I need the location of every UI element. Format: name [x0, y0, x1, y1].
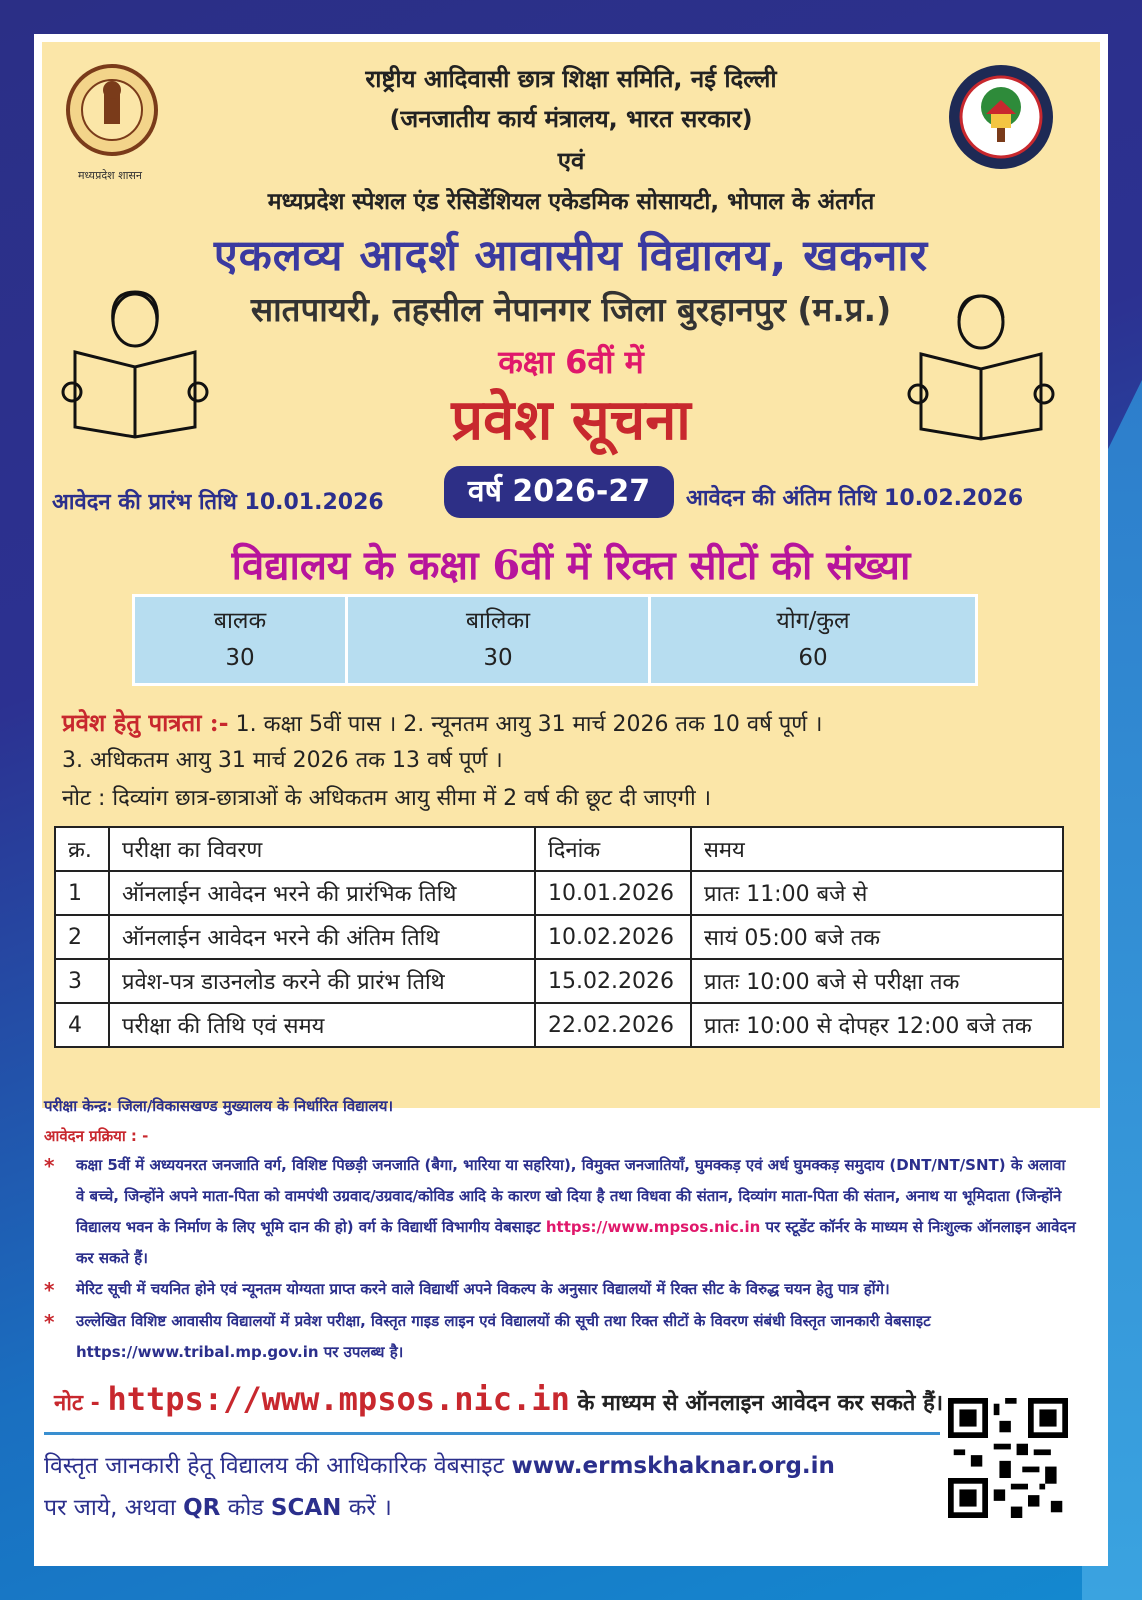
header-line-1: राष्ट्रीय आदिवासी छात्र शिक्षा समिति, नई दिल्ली: [365, 65, 777, 93]
header-line-3: एवं: [557, 147, 585, 175]
bullet-1-end: पर स्टूडेंट कॉर्नर के माध्यम से निःशुल्क ऑनलाइन आवेदन कर सकते हैं।: [76, 1218, 1076, 1267]
school-address: सातपायरी, तहसील नेपानगर जिला बुरहानपुर (म.प्र.): [250, 290, 892, 329]
mp-govt-caption: मध्यप्रदेश शासन: [77, 169, 143, 182]
class-line: कक्षा 6वीं में: [498, 343, 644, 381]
note-prefix: नोट -: [54, 1391, 100, 1416]
qr-code-icon[interactable]: [948, 1398, 1068, 1518]
exam-schedule-table: [54, 826, 1064, 1048]
school-website-link[interactable]: www.ermskhaknar.org.in: [511, 1453, 835, 1479]
process-bullet-1: [76, 1150, 1076, 1274]
seats-girls-label: बालिका: [465, 608, 531, 634]
table-header-row: [55, 827, 1063, 871]
eligibility-line-1: [62, 706, 823, 739]
seats-girls-cell: [347, 596, 650, 685]
application-end-date: आवेदन की अंतिम तिथि 10.02.2026: [686, 486, 1024, 511]
bullet-mark: *: [44, 1310, 55, 1334]
process-bullet-3: उल्लेखित विशिष्ट आवासीय विद्यालयों में प्रवेश परीक्षा, विस्तृत गाइड लाइन एवं विद्यालयों की सूची तथा रिक्त सीटों के विवरण संबंधी विस्तृत जानकारी वेबसाइट https://www.tribal.mp.gov.in पर उपलब्ध है।: [76, 1312, 931, 1361]
table-row: [55, 915, 1063, 959]
footer-text-1: विस्तृत जानकारी हेतू विद्यालय की आधिकारिक वेबसाइट: [44, 1453, 505, 1479]
cell: सायं 05:00 बजे तक: [691, 915, 1063, 959]
header-cell: समय: [691, 827, 1063, 871]
footer-text-2a: पर जाये, अथवा: [44, 1495, 176, 1521]
cell: प्रातः 11:00 बजे से: [691, 871, 1063, 915]
table-row: [55, 871, 1063, 915]
cell: 1: [55, 871, 109, 915]
application-process-title: आवेदन प्रक्रिया : -: [44, 1127, 149, 1145]
exam-center-line: परीक्षा केन्द्र: जिला/विकासखण्ड मुख्यालय के निर्धारित विद्यालय।: [44, 1097, 394, 1115]
header-cell: परीक्षा का विवरण: [109, 827, 535, 871]
cell: परीक्षा की तिथि एवं समय: [109, 1003, 535, 1047]
header-line-4: मध्यप्रदेश स्पेशल एंड रेसिडेंशियल एकेडमिक सोसायटी, भोपाल के अंतर्गत: [267, 189, 875, 215]
seats-total-cell: [650, 596, 977, 685]
application-start-date: आवेदन की प्रारंभ तिथि 10.01.2026: [52, 490, 384, 515]
vacant-seats-title: विद्यालय के कक्षा 6वीं में रिक्त सीटों की संख्या: [231, 542, 911, 589]
cell: प्रातः 10:00 बजे से परीक्षा तक: [691, 959, 1063, 1003]
cell: 10.02.2026: [535, 915, 691, 959]
footer-scan-word: SCAN: [270, 1495, 342, 1521]
cell: ऑनलाईन आवेदन भरने की प्रारंभिक तिथि: [109, 871, 535, 915]
poster-panel: [34, 34, 1108, 1566]
footer-qr-word: QR: [183, 1495, 221, 1521]
cell: 15.02.2026: [535, 959, 691, 1003]
header-cell: दिनांक: [535, 827, 691, 871]
cell: 4: [55, 1003, 109, 1047]
seats-boys-cell: [134, 596, 347, 685]
header-cell: क्र.: [55, 827, 109, 871]
table-row: [55, 1003, 1063, 1047]
cell: प्रातः 10:00 से दोपहर 12:00 बजे तक: [691, 1003, 1063, 1047]
footer-line-1: [44, 1448, 835, 1480]
mpsos-link[interactable]: https://www.mpsos.nic.in: [545, 1218, 761, 1236]
cell: 3: [55, 959, 109, 1003]
admission-notice-title: प्रवेश सूचना: [451, 387, 691, 453]
girl-reading-icon: [60, 282, 210, 442]
cell: ऑनलाईन आवेदन भरने की अंतिम तिथि: [109, 915, 535, 959]
seats-total-label: योग/कुल: [776, 608, 850, 634]
footer-text-2b: कोड: [227, 1495, 264, 1521]
process-bullet-2: मेरिट सूची में चयनित होने एवं न्यूनतम योग्यता प्राप्त करने वाले विद्यार्थी अपने विकल्प के अनुसार विद्यालयों में रिक्त सीट के विरुद्ध चयन हेतु पात्र होंगे।: [76, 1280, 890, 1298]
seats-boys-label: बालक: [213, 608, 267, 634]
seats-boys-value: 30: [225, 644, 255, 671]
session-year-badge: वर्ष 2026-27: [444, 466, 674, 518]
footer-line-2: [44, 1490, 392, 1522]
eligibility-line-2: 3. अधिकतम आयु 31 मार्च 2026 तक 13 वर्ष पूर्ण ।: [62, 748, 503, 773]
school-name: एकलव्य आदर्श आवासीय विद्यालय, खकनार: [213, 231, 929, 281]
bullet-1-text: कक्षा 5वीं में अध्ययनरत जनजाति वर्ग, विशिष्ट पिछड़ी जनजाति (बैगा, भारिया या सहरिया), विमुक्त जनजातियाँ, घुमक्कड़ एवं अर्ध घुमक्कड़ समुदाय (DNT/NT/SNT) के अलावा वे बच्चे, जिन्होंने अपने माता-पिता को वामपंथी उग्रवाद/उग्रवाद/कोविड आदि के कारण खो दिया है तथा विधवा की संतान, दिव्यांग माता-पिता की संतान, अनाथ या भूमिदाता (जिन्होंने विद्यालय भवन के निर्माण के लिए भूमि दान की हो) वर्ग के विद्यार्थी विभागीय वेबसाइट: [76, 1156, 1066, 1236]
eligibility-label: प्रवेश हेतु पात्रता :-: [62, 708, 229, 737]
vacant-seats-table: [132, 594, 978, 686]
eligibility-note: नोट : दिव्यांग छात्र-छात्राओं के अधिकतम आयु सीमा में 2 वर्ष की छूट दी जाएगी ।: [62, 786, 712, 811]
boy-reading-icon: [906, 284, 1056, 444]
note-suffix: के माध्यम से ऑनलाइन आवेदन कर सकते हैं।: [569, 1391, 944, 1416]
note-url-link[interactable]: https://www.mpsos.nic.in: [107, 1380, 570, 1418]
cell: 10.01.2026: [535, 871, 691, 915]
footer-text-2c: करें ।: [348, 1495, 392, 1521]
bullet-mark: *: [44, 1154, 55, 1178]
online-apply-note: [54, 1380, 943, 1418]
cell: प्रवेश-पत्र डाउनलोड करने की प्रारंभ तिथि: [109, 959, 535, 1003]
eligibility-text-1: 1. कक्षा 5वीं पास । 2. न्यूनतम आयु 31 मार्च 2026 तक 10 वर्ष पूर्ण ।: [228, 712, 823, 737]
seats-total-value: 60: [798, 644, 828, 671]
divider: [44, 1432, 940, 1435]
seats-girls-value: 30: [483, 644, 513, 671]
header-line-2: (जनजातीय कार्य मंत्रालय, भारत सरकार): [389, 105, 753, 133]
table-row: [55, 959, 1063, 1003]
cell: 2: [55, 915, 109, 959]
bullet-mark: *: [44, 1278, 55, 1302]
cell: 22.02.2026: [535, 1003, 691, 1047]
